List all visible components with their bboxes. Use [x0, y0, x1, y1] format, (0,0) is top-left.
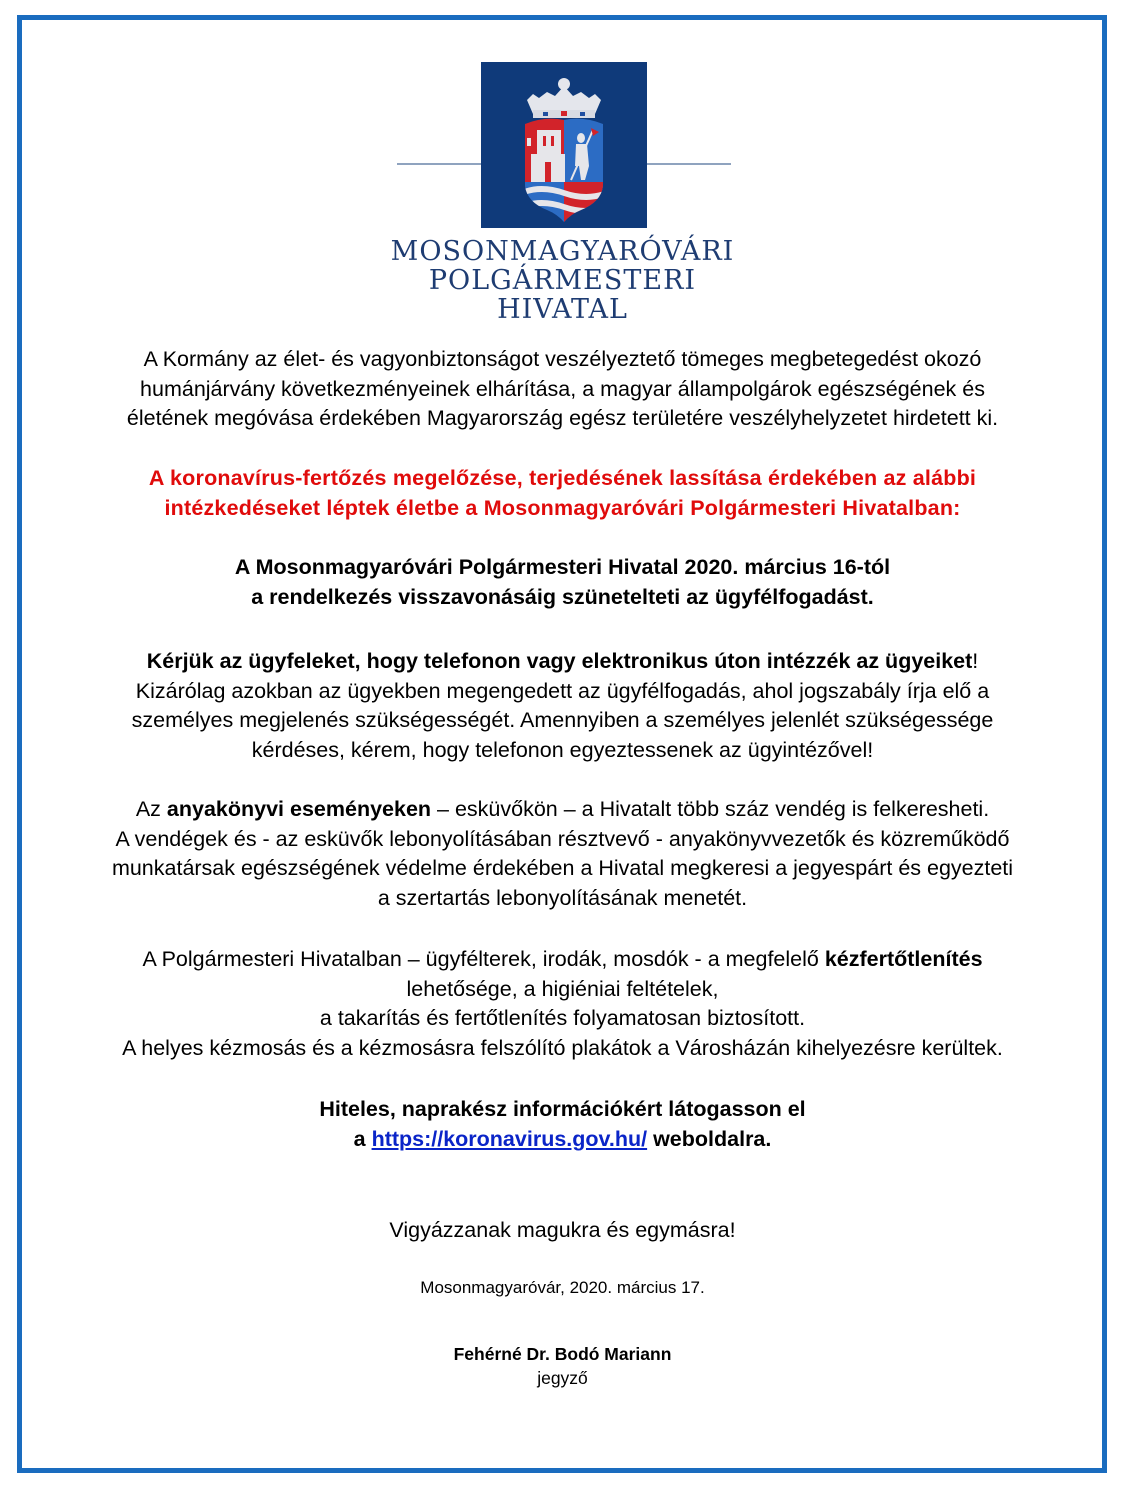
farewell-text: Vigyázzanak magukra és egymásra! [389, 1218, 736, 1242]
wedding-prefix: Az [135, 797, 167, 821]
logo-divider-left [397, 163, 482, 165]
wedding-line: a szertartás lebonyolításának menetét. [377, 885, 748, 910]
coat-of-arms-logo [481, 62, 647, 228]
intro-line: életének megóvása érdekében Magyarország egész területére veszélyhelyzetet hirdetett ki. [126, 406, 999, 430]
hygiene-first-line [30, 945, 1095, 975]
hygiene-line: a takarítás és fertőtlenítés folyamatosan biztosított. [319, 1006, 806, 1030]
closure-line: A Mosonmagyaróvári Polgármesteri Hivatal 2020. március 16-tól [234, 555, 891, 579]
hygiene-bold: kézfertőtlenítés [824, 947, 983, 971]
closure-notice [30, 553, 1095, 612]
wedding-paragraph [30, 795, 1095, 913]
hygiene-line: lehetősége, a higiéniai feltételek, [406, 976, 719, 1001]
info-line-1: Hiteles, naprakész információkért látogasson el [319, 1097, 806, 1121]
hygiene-prefix: A Polgármesteri Hivatalban – ügyfélterek, irodák, mosdók - a megfelelő [142, 947, 825, 971]
hygiene-line: A helyes kézmosás és a kézmosásra felszólító plakátok a Városházán kihelyezésre kerültek. [122, 1035, 1003, 1060]
request-line: személyes megjelenés szükségességét. Amennyiben a személyes jelenlét szükségessége [131, 708, 994, 732]
info-line-2 [30, 1125, 1095, 1155]
intro-line: humánjárvány következményeinek elhárítása, a magyar állampolgárok egészségének és [140, 376, 985, 401]
request-line: kérdéses, kérem, hogy telefonon egyeztessenek az ügyintézővel! [251, 737, 874, 762]
hygiene-paragraph [30, 945, 1095, 1063]
red-notice-heading [30, 464, 1095, 523]
wedding-line: A vendégek és - az esküvők lebonyolításában résztvevő - anyakönyvvezetők és közreműködő [115, 826, 1010, 851]
closure-line: a rendelkezés visszavonásáig szünetelteti az ügyfélfogadást. [251, 584, 874, 609]
logo-divider-right [645, 163, 731, 165]
wedding-line: munkatársak egészségének védelme érdekében a Hivatal megkeresi a jegyespárt és egyezteti [111, 856, 1014, 880]
intro-line: A Kormány az élet- és vagyonbiztonságot veszélyeztető tömeges megbetegedést okozó [143, 347, 982, 371]
request-line: Kizárólag azokban az ügyekben megengedett az ügyfélfogadás, ahol jogszabály írja elő a [135, 678, 990, 703]
wedding-suffix: – esküvőkön – a Hivatalt több száz vendég is felkeresheti. [431, 797, 990, 821]
request-bold-lead: Kérjük az ügyfeleket, hogy telefonon vagy elektronikus úton intézzék az ügyeiket [146, 649, 973, 673]
crown-icon [527, 78, 601, 118]
red-notice-line: A koronavírus-fertőzés megelőzése, terjedésének lassítása érdekében az alábbi [148, 466, 977, 490]
signatory-name: Fehérné Dr. Bodó Mariann [453, 1344, 672, 1364]
wedding-bold: anyakönyvi eseményeken [166, 797, 432, 821]
intro-paragraph [30, 345, 1095, 434]
request-lead-line [30, 647, 1095, 677]
date-place: Mosonmagyaróvár, 2020. március 17. [420, 1278, 705, 1297]
org-name-line-2: POLGÁRMESTERI [428, 265, 697, 296]
red-notice-line: intézkedéseket léptek életbe a Mosonmagyaróvári Polgármesteri Hivatalban: [164, 495, 961, 520]
request-paragraph [30, 647, 1095, 765]
info-suffix: weboldalra. [647, 1126, 772, 1151]
request-lead-suffix: ! [972, 649, 979, 673]
shield-icon [521, 112, 611, 224]
koronavirus-link[interactable]: https://koronavirus.gov.hu/ [371, 1126, 648, 1151]
wedding-first-line [30, 795, 1095, 825]
signature-block [30, 1342, 1095, 1390]
signatory-title: jegyző [537, 1368, 588, 1388]
coat-of-arms-icon [481, 62, 647, 228]
info-prefix: a [353, 1126, 372, 1151]
org-name-line-1: MOSONMAGYARÓVÁRI [390, 236, 735, 267]
org-name-line-3: HIVATAL [497, 294, 628, 325]
info-paragraph [30, 1095, 1095, 1154]
